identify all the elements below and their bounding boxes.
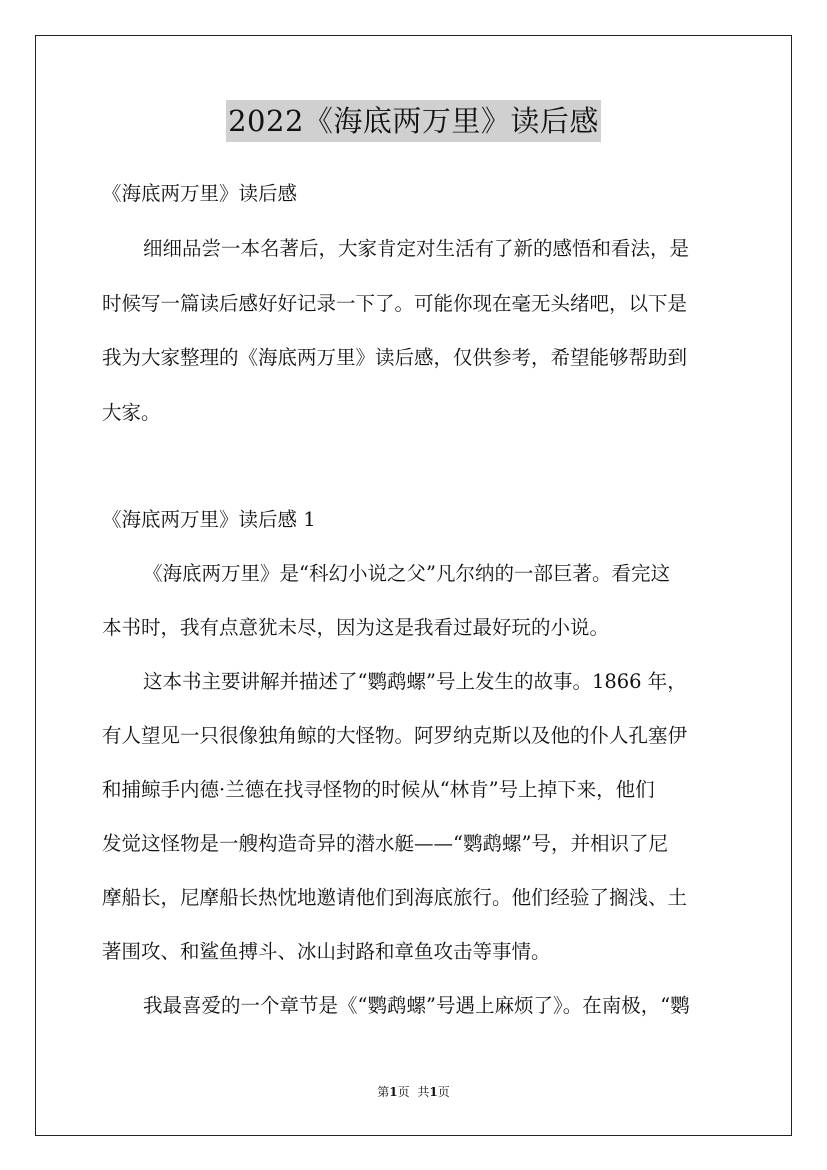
para2-line-3: 和捕鲸手内德·兰德在找寻怪物的时候从“林肯”号上掉下来，他们 — [102, 778, 655, 801]
para1-line-2: 本书时，我有点意犹未尽，因为这是我看过最好玩的小说。 — [102, 616, 610, 639]
title-container — [0, 100, 827, 142]
section-heading: 《海底两万里》读后感 1 — [102, 508, 316, 531]
footer-total-prefix: 共 — [417, 1085, 430, 1099]
footer-page-number: 1 — [389, 1085, 398, 1099]
document-subtitle: 《海底两万里》读后感 — [102, 182, 298, 205]
para2-line-1: 这本书主要讲解并描述了“鹦鹉螺”号上发生的故事。1866 年， — [143, 670, 687, 693]
footer-page-suffix: 页 — [397, 1085, 410, 1099]
document-title: 2022《海底两万里》读后感 — [226, 100, 601, 142]
intro-line-3: 我为大家整理的《海底两万里》读后感，仅供参考，希望能够帮助到 — [102, 346, 688, 369]
intro-line-2: 时候写一篇读后感好好记录一下了。可能你现在毫无头绪吧，以下是 — [102, 292, 688, 315]
page-footer — [0, 1084, 827, 1100]
para2-line-6: 著围攻、和鲨鱼搏斗、冰山封路和章鱼攻击等事情。 — [102, 940, 551, 963]
intro-line-4: 大家。 — [102, 401, 161, 424]
para2-line-5: 摩船长，尼摩船长热忱地邀请他们到海底旅行。他们经验了搁浅、土 — [102, 886, 688, 909]
footer-page-prefix: 第 — [377, 1085, 390, 1099]
para2-line-4: 发觉这怪物是一艘构造奇异的潜水艇——“鹦鹉螺”号，并相识了尼 — [102, 832, 668, 855]
footer-total-suffix: 页 — [437, 1085, 450, 1099]
para1-line-1: 《海底两万里》是“科幻小说之父”凡尔纳的一部巨著。看完这 — [143, 562, 670, 585]
para2-line-2: 有人望见一只很像独角鲸的大怪物。阿罗纳克斯以及他的仆人孔塞伊 — [102, 724, 688, 747]
intro-line-1: 细细品尝一本名著后，大家肯定对生活有了新的感悟和看法，是 — [143, 237, 690, 260]
para3-line-1: 我最喜爱的一个章节是《“鹦鹉螺”号遇上麻烦了》。在南极，“鹦 — [143, 994, 690, 1017]
footer-total-number: 1 — [429, 1085, 438, 1099]
